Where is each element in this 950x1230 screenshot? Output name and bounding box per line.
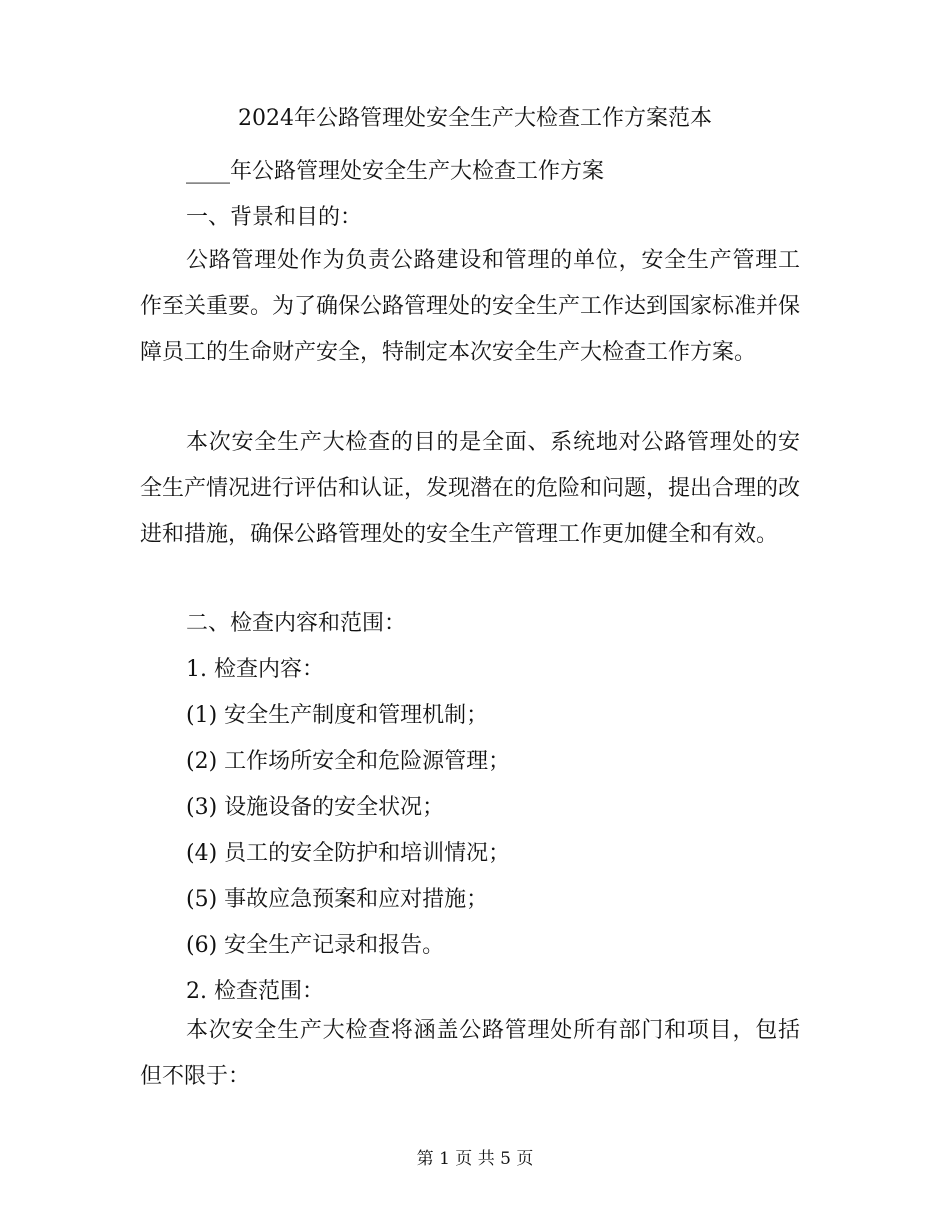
list-item: (2) 工作场所安全和危险源管理； [186, 749, 511, 774]
page-number: 第 1 页 共 5 页 [416, 1149, 534, 1169]
document-title: 2024年公路管理处安全生产大检查工作方案范本 [238, 106, 712, 131]
subsection-heading-range: 2. 检查范围： [186, 979, 324, 1004]
list-item: (6) 安全生产记录和报告。 [186, 933, 445, 958]
paragraph-range: 本次安全生产大检查将涵盖公路管理处所有部门和项目，包括但不限于： [140, 1018, 800, 1089]
paragraph-background: 公路管理处作为负责公路建设和管理的单位，安全生产管理工作至关重要。为了确保公路管理处的安全生产工作达到国家标准并保障员工的生命财产安全，特制定本次安全生产大检查工作方案。 [140, 248, 801, 365]
document-subtitle: ____年公路管理处安全生产大检查工作方案 [186, 159, 605, 184]
section-heading-scope: 二、检查内容和范围： [186, 611, 407, 636]
section-heading-background: 一、背景和目的： [186, 205, 363, 230]
list-item: (4) 员工的安全防护和培训情况； [186, 841, 511, 866]
paragraph-purpose: 本次安全生产大检查的目的是全面、系统地对公路管理处的安全生产情况进行评估和认证，发现潜在的危险和问题，提出合理的改进和措施，确保公路管理处的安全生产管理工作更加健全和有效。 [140, 430, 801, 547]
list-item: (1) 安全生产制度和管理机制； [186, 703, 489, 728]
subsection-heading-content: 1. 检查内容： [186, 657, 324, 682]
list-item: (3) 设施设备的安全状况； [186, 795, 445, 820]
list-item: (5) 事故应急预案和应对措施； [186, 887, 489, 912]
